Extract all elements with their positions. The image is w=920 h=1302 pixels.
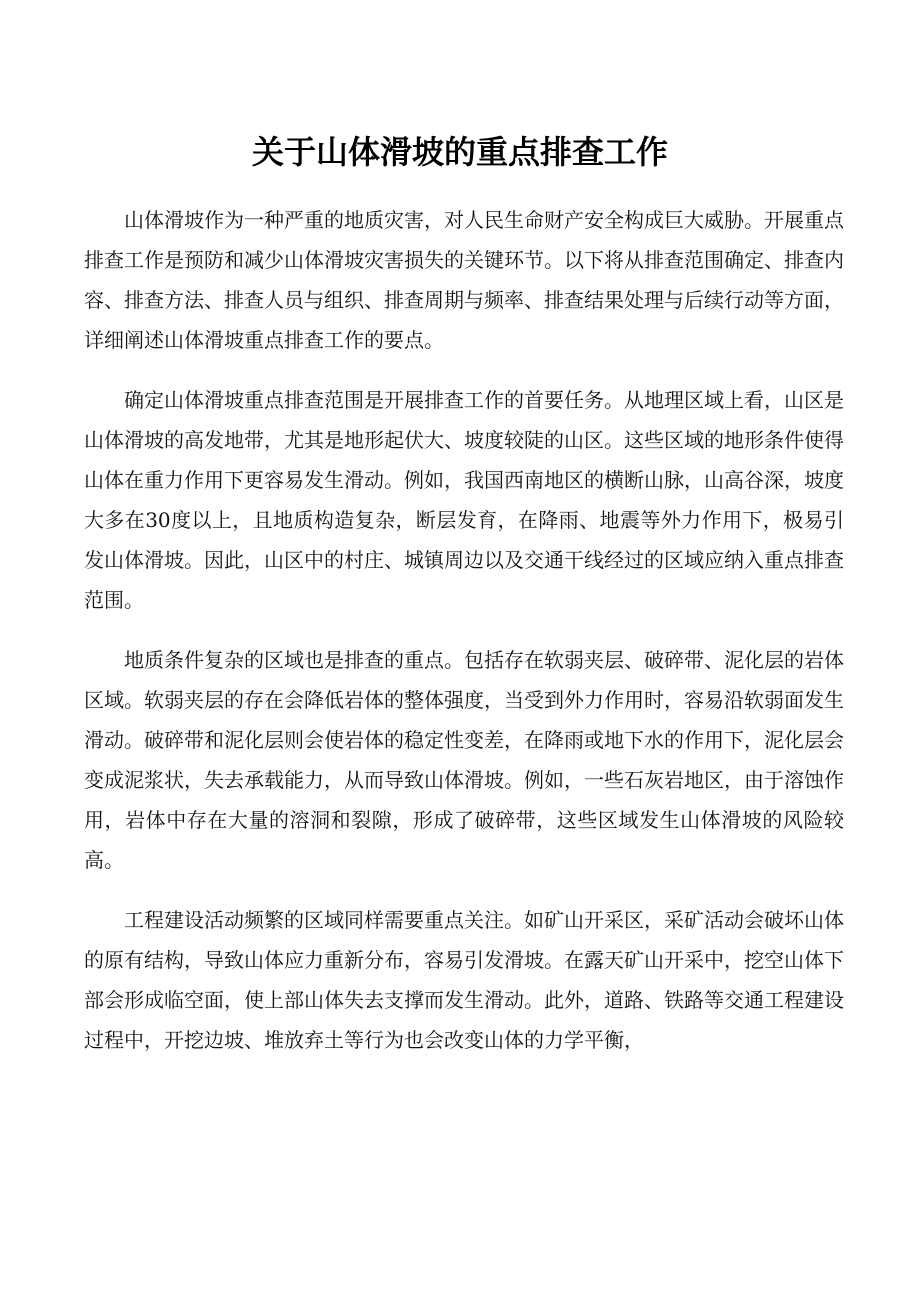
paragraph-scope: 确定山体滑坡重点排查范围是开展排查工作的首要任务。从地理区域上看，山区是山体滑坡的高发地带，尤其是地形起伏大、坡度较陡的山区。这些区域的地形条件使得山体在重力作用下更容易发生滑动。例如，我国西南地区的横断山脉，山高谷深，坡度大多在30度以上，且地质构造复杂，断层发育，在降雨、地震等外力作用下，极易引发山体滑坡。因此，山区中的村庄、城镇周边以及交通干线经过的区域应纳入重点排查范围。 bbox=[84, 388, 844, 612]
paragraph-intro: 山体滑坡作为一种严重的地质灾害，对人民生命财产安全构成巨大威胁。开展重点排查工作是预防和减少山体滑坡灾害损失的关键环节。以下将从排查范围确定、排查内容、排查方法、排查人员与组织、排查周期与频率、排查结果处理与后续行动等方面，详细阐述山体滑坡重点排查工作的要点。 bbox=[84, 208, 844, 352]
paragraph-engineering: 工程建设活动频繁的区域同样需要重点关注。如矿山开采区，采矿活动会破坏山体的原有结构，导致山体应力重新分布，容易引发滑坡。在露天矿山开采中，挖空山体下部会形成临空面，使上部山体失去支撑而发生滑动。此外，道路、铁路等交通工程建设过程中，开挖边坡、堆放弃土等行为也会改变山体的力学平衡， bbox=[84, 908, 844, 1052]
paragraph-geology: 地质条件复杂的区域也是排查的重点。包括存在软弱夹层、破碎带、泥化层的岩体区域。软弱夹层的存在会降低岩体的整体强度，当受到外力作用时，容易沿软弱面发生滑动。破碎带和泥化层则会使岩体的稳定性变差，在降雨或地下水的作用下，泥化层会变成泥浆状，失去承载能力，从而导致山体滑坡。例如，一些石灰岩地区，由于溶蚀作用，岩体中存在大量的溶洞和裂隙，形成了破碎带，这些区域发生山体滑坡的风险较高。 bbox=[84, 648, 844, 872]
document-title: 关于山体滑坡的重点排查工作 bbox=[251, 133, 668, 171]
document-body bbox=[84, 200, 844, 1080]
